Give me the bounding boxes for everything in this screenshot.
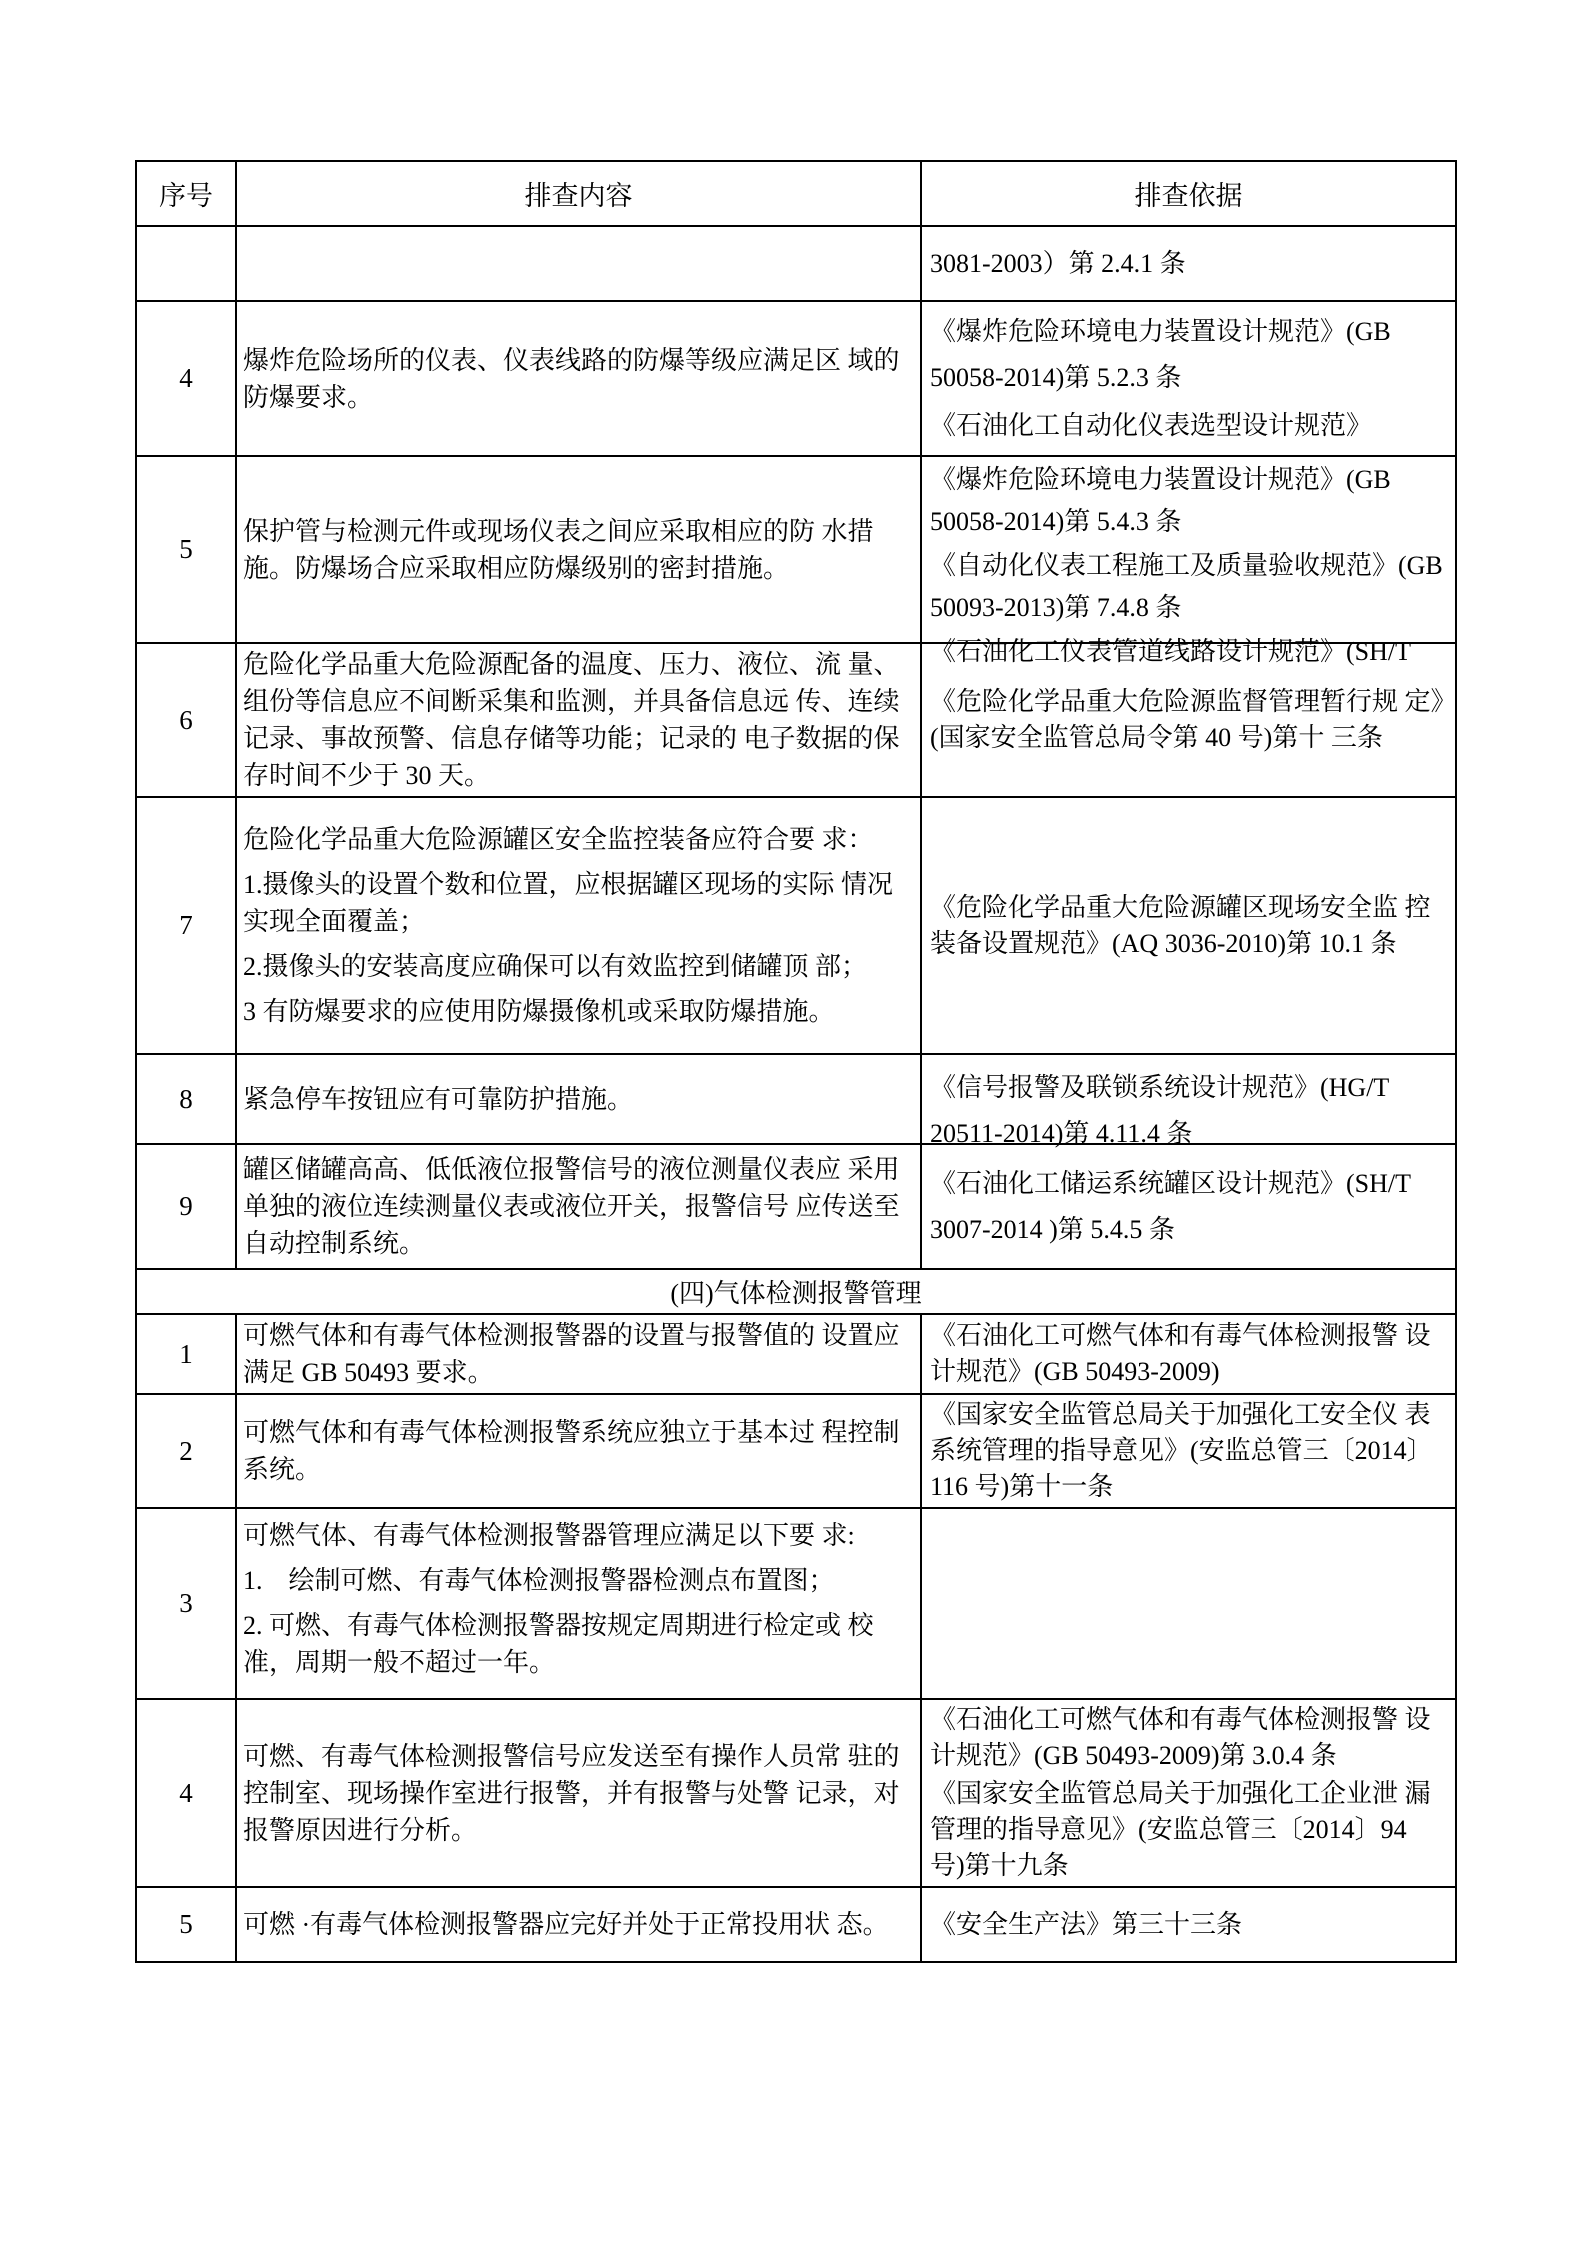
col-header-inspection-basis: 排查依据 [921,161,1456,226]
cell-inspection-content [236,1144,921,1269]
content-paragraph: 2. 可燃、有毒气体检测报警器按规定周期进行检定或 校准，周期一般不超过一年。 [243,1611,874,1677]
cell-inspection-content [236,1508,921,1699]
basis-reference: 《自动化仪表工程施工及质量验收规范》(GB 50093-2013)第 7.4.8 条 [930,551,1443,622]
cell-row-number: 5 [136,1887,236,1962]
cell-inspection-content [236,1314,921,1394]
inspection-table [135,160,1457,1963]
cell-inspection-basis [921,301,1456,456]
cell-inspection-content [236,1394,921,1508]
content-paragraph: 1.摄像头的设置个数和位置，应根据罐区现场的实际 情况实现全面覆盖； [243,870,894,936]
content-paragraph: 可燃 ·有毒气体检测报警器应完好并处于正常投用状 态。 [243,1910,889,1939]
basis-reference: 《国家安全监管总局关于加强化工安全仪 表系统管理的指导意见》(安监总管三〔2014〕116 号)第十一条 [930,1400,1433,1501]
cell-row-number [136,226,236,301]
cell-inspection-content [236,1054,921,1144]
cell-inspection-content [236,643,921,797]
cell-inspection-content [236,226,921,301]
table-row [136,456,1456,643]
cell-row-number: 9 [136,1144,236,1269]
basis-reference: 《石油化工自动化仪表选型设计规范》 [930,410,1373,440]
cell-inspection-basis [921,797,1456,1054]
cell-inspection-content [236,456,921,643]
basis-reference: 《信号报警及联锁系统设计规范》(HG/T 20511-2014)第 4.11.4 条 [930,1073,1389,1148]
content-paragraph: 可燃、有毒气体检测报警信号应发送至有操作人员常 驻的控制室、现场操作室进行报警，并有报警与处警 记录，对报警原因进行分析。 [243,1741,900,1845]
table-row [136,1394,1456,1508]
cell-row-number: 7 [136,797,236,1054]
basis-reference: 《石油化工仪表管道线路设计规范》(SH/T [930,637,1412,666]
cell-row-number: 4 [136,301,236,456]
basis-reference: 《爆炸危险环境电力装置设计规范》(GB 50058-2014)第 5.4.3 条 [930,465,1391,536]
content-paragraph: 危险化学品重大危险源罐区安全监控装备应符合要 求： [243,825,874,854]
content-paragraph: 罐区储罐高高、低低液位报警信号的液位测量仪表应 采用单独的液位连续测量仪表或液位开关，报警信号 应传送至自动控制系统。 [243,1155,900,1258]
content-paragraph: 紧急停车按钮应有可靠防护措施。 [243,1084,634,1114]
content-paragraph: 可燃气体和有毒气体检测报警器的设置与报警值的 设置应满足 GB 50493 要求。 [243,1321,900,1387]
cell-row-number: 2 [136,1394,236,1508]
cell-inspection-basis [921,226,1456,301]
cell-inspection-content [236,301,921,456]
basis-reference: 《安全生产法》第三十三条 [930,1909,1243,1939]
section-header-row [136,1269,1456,1314]
cell-inspection-basis [921,1054,1456,1148]
table-header-row [136,161,1456,226]
basis-reference: 3081-2003）第 2.4.1 条 [930,248,1186,278]
basis-reference: 《危险化学品重大危险源罐区现场安全监 控装备设置规范》(AQ 3036-2010)第 10.1 条 [930,892,1431,958]
col-header-serial-number: 序号 [136,161,236,226]
cell-inspection-basis [921,1699,1456,1887]
basis-reference: 《国家安全监管总局关于加强化工企业泄 漏管理的指导意见》(安监总管三〔2014〕94 号)第十九条 [930,1779,1431,1880]
cell-inspection-basis [921,1314,1456,1394]
cell-row-number: 8 [136,1054,236,1144]
table-row [136,1508,1456,1699]
cell-row-number: 6 [136,643,236,797]
table-row [136,1887,1456,1962]
table-row [136,226,1456,301]
cell-inspection-content [236,797,921,1054]
basis-reference: 《爆炸危险环境电力装置设计规范》(GB 50058-2014)第 5.2.3 条 [930,316,1391,392]
basis-reference: 《石油化工可燃气体和有毒气体检测报警 设计规范》(GB 50493-2009)第 3.0.4 条 [930,1705,1431,1770]
cell-inspection-basis [921,1887,1456,1962]
cell-row-number: 3 [136,1508,236,1699]
cell-row-number: 1 [136,1314,236,1394]
cell-inspection-basis [921,1394,1456,1508]
table-row [136,1699,1456,1887]
basis-reference: 《危险化学品重大危险源监督管理暂行规 定》(国家安全监管总局令第 40 号)第十 三条 [930,687,1444,752]
table-row [136,301,1456,456]
table-row [136,1144,1456,1269]
content-paragraph: 2.摄像头的安装高度应确保可以有效监控到储罐顶 部； [243,952,868,981]
content-paragraph: 爆炸危险场所的仪表、仪表线路的防爆等级应满足区 域的防爆要求。 [243,345,900,412]
cell-inspection-basis [921,1144,1456,1269]
table-row [136,797,1456,1054]
content-paragraph: 危险化学品重大危险源配备的温度、压力、液位、流 量、组份等信息应不间断采集和监测，并具备信息远 传、连续记录、事故预警、信息存储等功能；记录的 电子数据的保存时间不少于 30 天。 [243,650,900,790]
cell-inspection-content [236,1887,921,1962]
content-paragraph: 3 有防爆要求的应使用防爆摄像机或采取防爆措施。 [243,997,835,1026]
section-title: (四)气体检测报警管理 [136,1269,1456,1314]
basis-reference: 《石油化工储运系统罐区设计规范》(SH/T 3007-2014 )第 5.4.5 条 [930,1168,1411,1244]
basis-reference: 《石油化工可燃气体和有毒气体检测报警 设计规范》(GB 50493-2009) [930,1321,1431,1386]
col-header-inspection-content: 排查内容 [236,161,921,226]
content-paragraph: 1. 绘制可燃、有毒气体检测报警器检测点布置图； [243,1566,835,1595]
table-row [136,1054,1456,1144]
cell-inspection-basis [921,456,1456,666]
cell-row-number: 5 [136,456,236,643]
content-paragraph: 可燃气体、有毒气体检测报警器管理应满足以下要 求: [243,1521,855,1550]
cell-inspection-basis [921,1508,1456,1699]
content-paragraph: 保护管与检测元件或现场仪表之间应采取相应的防 水措施。防爆场合应采取相应防爆级别的密封措施。 [243,516,874,583]
cell-inspection-content [236,1699,921,1887]
cell-row-number: 4 [136,1699,236,1887]
table-row [136,1314,1456,1394]
content-paragraph: 可燃气体和有毒气体检测报警系统应独立于基本过 程控制系统。 [243,1418,900,1484]
